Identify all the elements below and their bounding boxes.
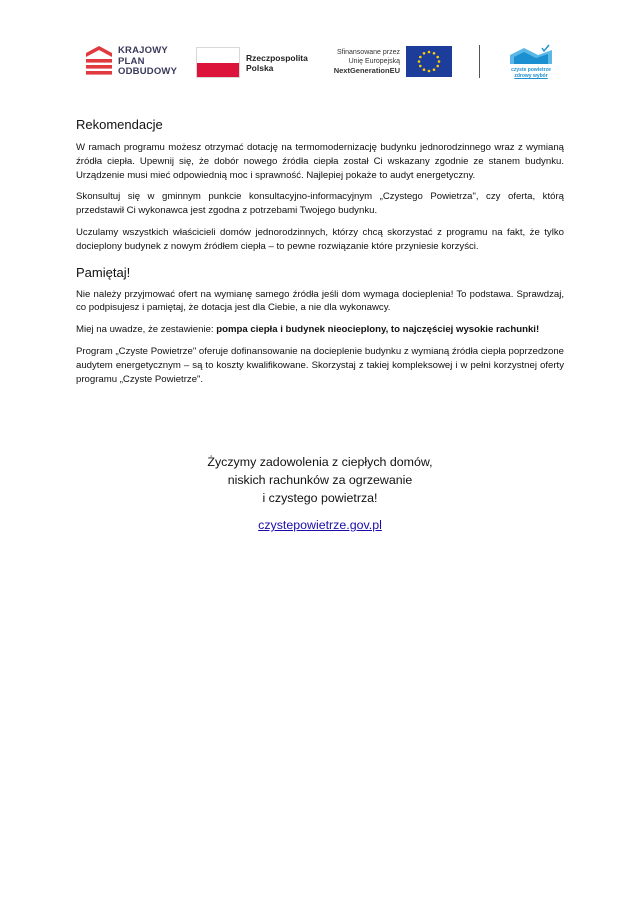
website-link-container (120, 516, 520, 534)
eu-flag-icon (406, 46, 452, 77)
cp-line2: zdrowy wybór (514, 73, 548, 79)
pamietaj-p2-bold: pompa ciepła i budynek nieocieplony, to najczęściej wysokie rachunki! (216, 324, 540, 336)
closing-line1: Życzymy zadowolenia z ciepłych domów, (207, 455, 433, 469)
heading-pamietaj: Pamiętaj! (76, 264, 131, 280)
rp-logo (196, 47, 308, 78)
rp-line1: Rzeczpospolita (246, 53, 308, 63)
kpo-line2: PLAN (118, 55, 145, 67)
eu-line3: NextGenerationEU (333, 66, 400, 75)
rekomendacje-paragraph-3: Uczulamy wszystkich właścicieli domów jednorodzinnych, którzy chcą skorzystać z programu na fakt, że tylko docieplony budynek z nowym źródłem ciepła – to pewne rozwiązanie które przyniesie korzyści. (76, 226, 564, 252)
rp-line2: Polska (246, 63, 274, 73)
rekomendacje-paragraph-2: Skonsultuj się w gminnym punkcie konsultacyjno-informacyjnym „Czystego Powietrza", czy oferta, którą przedstawił Ci wykonawca jest zgodna z potrzebami Twojego budynku. (76, 191, 564, 217)
eu-logo (320, 46, 452, 77)
closing-line2: niskich rachunków za ogrzewanie (227, 473, 413, 487)
document-body (76, 116, 564, 386)
heading-rekomendacje: Rekomendacje (76, 117, 163, 132)
pamietaj-paragraph-3: Program „Czyste Powietrze" oferuje dofinansowanie na docieplenie budynku z wymianą źródła ciepła poprzedzone audytem energetycznym – są to koszty kwalifikowane. Skorzystaj z takiej kompleksowej i w pełni korzystnej oferty programu „Czyste Powietrze". (76, 345, 564, 385)
house-icon (506, 44, 556, 66)
eu-line1: Sfinansowane przez (336, 49, 400, 56)
rekomendacje-paragraph-1: W ramach programu możesz otrzymać dotację na termomodernizację budynku jednorodzinnego wraz z wymianą źródła ciepła. Upewnij się, że dobór nowego źródła ciepła został Ci wskazany zgodnie ze stanem budynku. Urządzenie musi mieć odpowiednią moc i sprawność. Najlepiej pokaże to audyt energetyczny. (76, 142, 564, 181)
closing-line3: i czystego powietrza! (262, 491, 378, 505)
closing-message (120, 453, 520, 507)
website-link[interactable]: czystepowietrze.gov.pl (258, 518, 382, 532)
polish-flag-icon (196, 47, 240, 78)
kpo-line3: ODBUDOWY (118, 66, 178, 77)
pamietaj-p2-prefix: Miej na uwadze, że zestawienie: (76, 324, 217, 336)
logo-header (0, 0, 640, 110)
cp-line1: czyste powietrze (511, 67, 551, 73)
pamietaj-paragraph-2 (76, 323, 564, 337)
eu-line2: Unię Europejską (348, 58, 400, 65)
kpo-line1: KRAJOWY (118, 45, 168, 56)
czyste-powietrze-logo (506, 44, 556, 80)
pamietaj-paragraph-1: Nie należy przyjmować ofert na wymianę samego źródła jeśli dom wymaga docieplenia! To podstawa. Sprawdzaj, co podpisujesz i pamiętaj, że dotacja jest dla Ciebie, a nie dla wykonawcy. (76, 288, 564, 314)
kpo-mark-icon (86, 46, 112, 78)
logo-divider (479, 45, 480, 78)
kpo-logo (86, 46, 177, 78)
